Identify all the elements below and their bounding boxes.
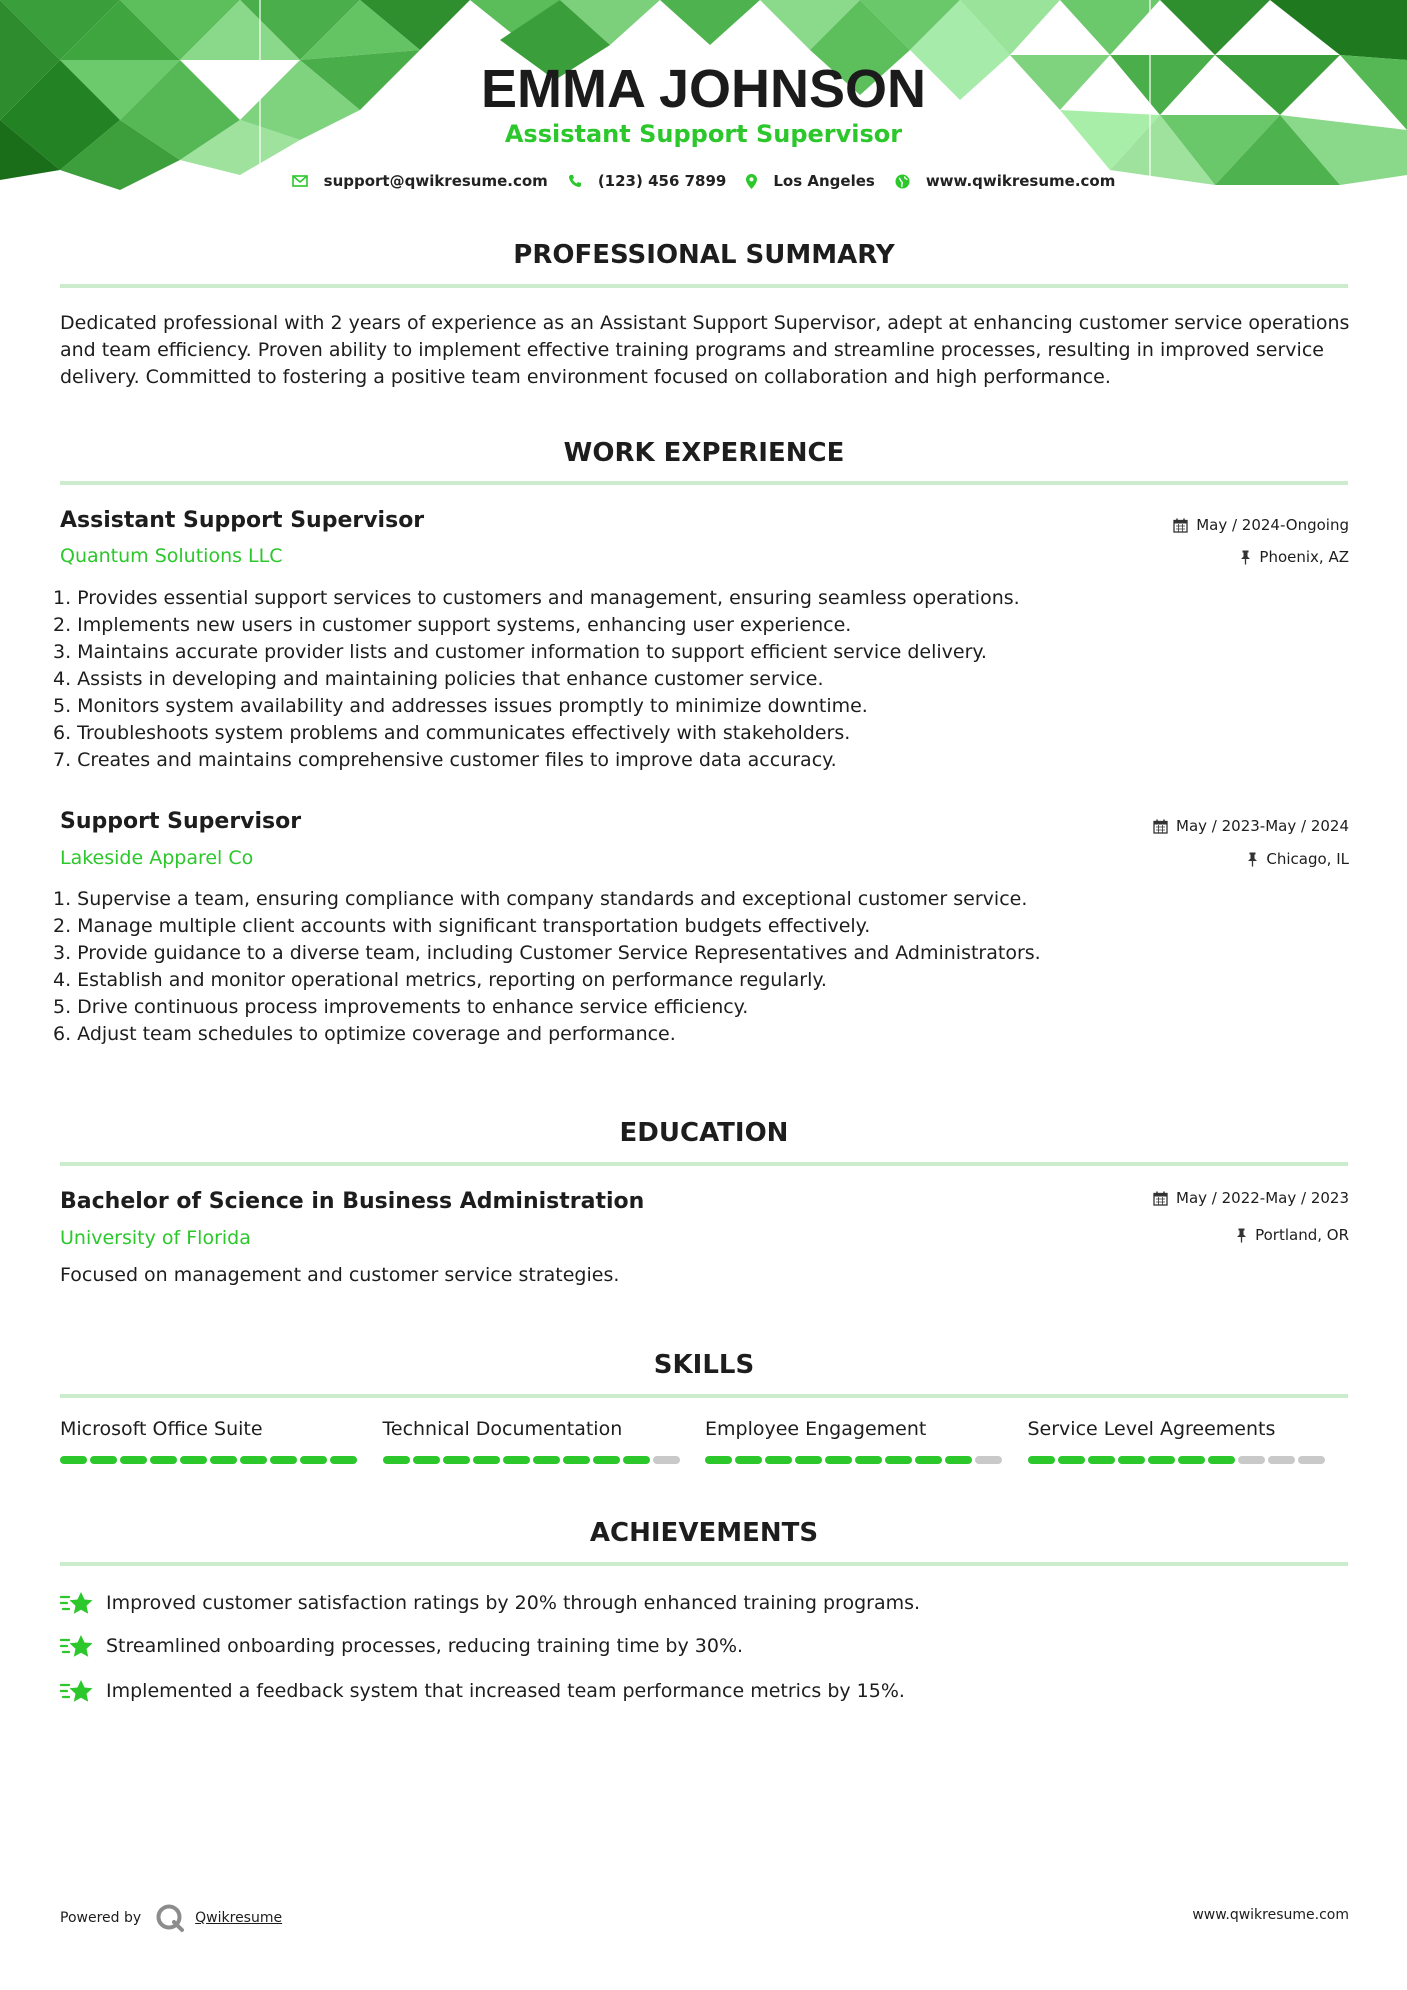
skill-segment-filled xyxy=(795,1456,822,1464)
calendar-icon xyxy=(1173,518,1188,533)
skill-segment-filled xyxy=(885,1456,912,1464)
skill-segment-filled xyxy=(1088,1456,1115,1464)
skill-level-bar xyxy=(1028,1456,1351,1464)
skill-level-bar xyxy=(60,1456,383,1464)
skills-heading: SKILLS xyxy=(653,1350,755,1380)
skill-segment-empty xyxy=(1298,1456,1325,1464)
skill-level-bar xyxy=(383,1456,706,1464)
contact-email[interactable] xyxy=(292,172,548,190)
skill-segment-filled xyxy=(1148,1456,1175,1464)
summary-divider xyxy=(60,284,1348,288)
list-item: 5. Monitors system availability and addresses issues promptly to minimize downtime. xyxy=(53,695,868,717)
experience-heading: WORK EXPERIENCE xyxy=(563,438,845,468)
skill-segment-filled xyxy=(1118,1456,1145,1464)
job-dates xyxy=(1173,516,1349,534)
skill-segment-filled xyxy=(915,1456,942,1464)
job-location-text: Phoenix, AZ xyxy=(1259,548,1349,566)
qwikresume-link[interactable]: Qwikresume xyxy=(195,1910,283,1926)
list-item: 3. Maintains accurate provider lists and customer information to support efficient service delivery. xyxy=(53,641,987,663)
star-icon xyxy=(60,1590,94,1616)
education-dates-text: May / 2022-May / 2023 xyxy=(1176,1189,1349,1207)
skill-segment-filled xyxy=(383,1456,410,1464)
calendar-icon xyxy=(1153,819,1168,834)
skill-segment-filled xyxy=(180,1456,207,1464)
skill-item xyxy=(705,1418,1028,1464)
skills-divider xyxy=(60,1394,1348,1398)
contact-location xyxy=(746,172,874,190)
footer-powered-by xyxy=(60,1903,282,1933)
education-dates xyxy=(1153,1189,1349,1207)
summary-text: Dedicated professional with 2 years of experience as an Assistant Support Supervisor, adept at enhancing customer service operations and team efficiency. Proven ability to implement effective training programs and streamline processes, resulting in improved service delivery. Committed to fostering a positive team environment focused on collaboration and high performance. xyxy=(60,312,1350,388)
job-dates-text: May / 2024-Ongoing xyxy=(1196,516,1349,534)
skill-segment-filled xyxy=(503,1456,530,1464)
contact-website-text: www.qwikresume.com xyxy=(925,172,1116,190)
education-heading: EDUCATION xyxy=(619,1118,789,1148)
skill-segment-empty xyxy=(653,1456,680,1464)
skill-segment-filled xyxy=(765,1456,792,1464)
job-dates-text: May / 2023-May / 2024 xyxy=(1176,817,1349,835)
skill-item xyxy=(60,1418,383,1464)
skill-segment-filled xyxy=(120,1456,147,1464)
list-item: 2. Manage multiple client accounts with significant transportation budgets effectively. xyxy=(53,915,871,937)
skill-segment-filled xyxy=(60,1456,87,1464)
skill-segment-filled xyxy=(593,1456,620,1464)
education-divider xyxy=(60,1162,1348,1166)
achievement-text: Implemented a feedback system that increased team performance metrics by 15%. xyxy=(106,1680,905,1702)
skill-level-bar xyxy=(705,1456,1028,1464)
achievement-item xyxy=(60,1590,920,1616)
star-icon xyxy=(60,1633,94,1659)
skill-segment-filled xyxy=(90,1456,117,1464)
skill-segment-filled xyxy=(413,1456,440,1464)
contact-location-text: Los Angeles xyxy=(773,172,875,190)
qwikresume-logo-icon xyxy=(155,1903,185,1933)
achievement-item xyxy=(60,1633,743,1659)
contact-website[interactable] xyxy=(895,172,1116,190)
education-school: University of Florida xyxy=(60,1227,251,1249)
star-icon xyxy=(60,1678,94,1704)
skill-segment-empty xyxy=(1238,1456,1265,1464)
skill-name: Employee Engagement xyxy=(705,1418,927,1440)
skill-segment-filled xyxy=(1028,1456,1055,1464)
job-dates xyxy=(1153,817,1349,835)
contact-bar xyxy=(0,172,1407,190)
contact-phone[interactable] xyxy=(568,172,727,190)
list-item: 1. Provides essential support services to customers and management, ensuring seamless operations. xyxy=(53,587,1020,609)
job-bullet-list xyxy=(53,585,1353,774)
achievement-text: Improved customer satisfaction ratings by 20% through enhanced training programs. xyxy=(106,1592,921,1614)
skill-segment-empty xyxy=(1268,1456,1295,1464)
skill-segment-filled xyxy=(330,1456,357,1464)
list-item: 4. Establish and monitor operational metrics, reporting on performance regularly. xyxy=(53,969,827,991)
map-pin-icon xyxy=(746,174,757,189)
list-item: 2. Implements new users in customer support systems, enhancing user experience. xyxy=(53,614,852,636)
contact-phone-text: (123) 456 7899 xyxy=(597,172,727,190)
skill-name: Microsoft Office Suite xyxy=(60,1418,263,1440)
skill-segment-filled xyxy=(623,1456,650,1464)
skill-name: Technical Documentation xyxy=(382,1418,623,1440)
job-location-text: Chicago, IL xyxy=(1266,850,1349,868)
skill-segment-filled xyxy=(563,1456,590,1464)
pushpin-icon xyxy=(1236,1228,1247,1243)
skill-segment-filled xyxy=(855,1456,882,1464)
footer-website[interactable]: www.qwikresume.com xyxy=(1192,1907,1349,1923)
job-role: Support Supervisor xyxy=(60,809,302,834)
globe-icon xyxy=(895,174,910,189)
skill-segment-filled xyxy=(240,1456,267,1464)
education-location xyxy=(1236,1226,1349,1244)
pushpin-icon xyxy=(1240,550,1251,565)
candidate-name: EMMA JOHNSON xyxy=(480,59,927,119)
education-description: Focused on management and customer service strategies. xyxy=(60,1264,620,1286)
list-item: 3. Provide guidance to a diverse team, including Customer Service Representatives and Administrators. xyxy=(53,942,1041,964)
powered-by-label: Powered by xyxy=(60,1910,142,1926)
skill-segment-filled xyxy=(705,1456,732,1464)
experience-divider xyxy=(60,481,1348,485)
job-role: Assistant Support Supervisor xyxy=(60,508,425,533)
phone-icon xyxy=(568,174,582,188)
skill-item xyxy=(1028,1418,1351,1464)
skill-segment-filled xyxy=(825,1456,852,1464)
achievement-text: Streamlined onboarding processes, reducing training time by 30%. xyxy=(106,1635,744,1657)
skill-segment-filled xyxy=(473,1456,500,1464)
job-company: Quantum Solutions LLC xyxy=(60,545,283,567)
skill-name: Service Level Agreements xyxy=(1027,1418,1276,1440)
list-item: 6. Adjust team schedules to optimize coverage and performance. xyxy=(53,1023,676,1045)
summary-heading: PROFESSIONAL SUMMARY xyxy=(513,240,895,270)
skills-list xyxy=(60,1418,1350,1464)
job-company: Lakeside Apparel Co xyxy=(60,847,254,869)
skill-segment-filled xyxy=(735,1456,762,1464)
envelope-icon xyxy=(292,175,308,187)
skill-segment-filled xyxy=(1178,1456,1205,1464)
education-location-text: Portland, OR xyxy=(1255,1226,1349,1244)
job-location xyxy=(1240,548,1349,566)
pushpin-icon xyxy=(1247,852,1258,867)
skill-segment-filled xyxy=(945,1456,972,1464)
contact-email-text: support@qwikresume.com xyxy=(323,172,548,190)
education-degree: Bachelor of Science in Business Administration xyxy=(60,1189,645,1214)
skill-segment-filled xyxy=(210,1456,237,1464)
achievements-heading: ACHIEVEMENTS xyxy=(589,1518,819,1548)
skill-segment-empty xyxy=(975,1456,1002,1464)
list-item: 7. Creates and maintains comprehensive customer files to improve data accuracy. xyxy=(53,749,837,771)
job-location xyxy=(1247,850,1349,868)
list-item: 4. Assists in developing and maintaining policies that enhance customer service. xyxy=(53,668,824,690)
candidate-title: Assistant Support Supervisor xyxy=(504,120,903,148)
list-item: 1. Supervise a team, ensuring compliance with company standards and exceptional customer service. xyxy=(53,888,1028,910)
skill-segment-filled xyxy=(443,1456,470,1464)
achievements-divider xyxy=(60,1562,1348,1566)
skill-segment-filled xyxy=(1058,1456,1085,1464)
skill-segment-filled xyxy=(533,1456,560,1464)
skill-segment-filled xyxy=(1208,1456,1235,1464)
skill-segment-filled xyxy=(150,1456,177,1464)
job-bullet-list xyxy=(53,886,1353,1048)
skill-segment-filled xyxy=(300,1456,327,1464)
skill-item xyxy=(383,1418,706,1464)
achievement-item xyxy=(60,1678,905,1704)
list-item: 5. Drive continuous process improvements to enhance service efficiency. xyxy=(53,996,749,1018)
skill-segment-filled xyxy=(270,1456,297,1464)
calendar-icon xyxy=(1153,1191,1168,1206)
list-item: 6. Troubleshoots system problems and communicates effectively with stakeholders. xyxy=(53,722,851,744)
